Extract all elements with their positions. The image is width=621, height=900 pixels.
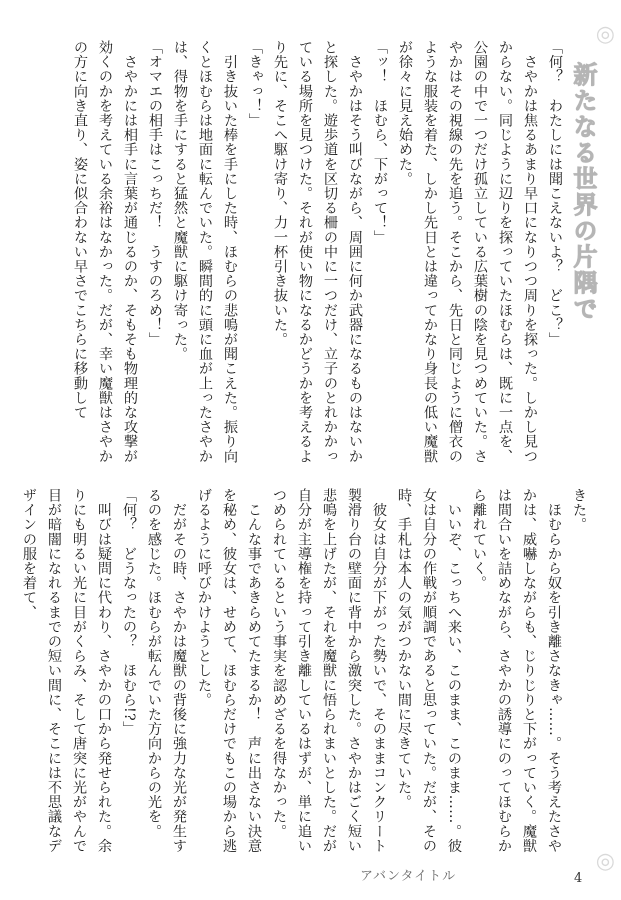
paragraph: 「オマエの相手はこっちだ！ うすのろめ！」	[147, 40, 163, 347]
paragraph: さやかはそう叫びながら、周囲に何か武器になるものはないかと探した。遊歩道を区切る柵の中に一つだけ、立子のとれかかっている場所を見つけた。それが使い物になるかどうかを考えるより先に、そこへ駆け寄り、力一杯引き抜いた。	[272, 40, 363, 464]
paragraph: いいぞ、こっちへ来い、このまま、このまま……。彼女は自分の作戦が順調であると思っていた。だが、その時、手札は本人の気がつかない間に尽きていた。	[396, 488, 462, 853]
paragraph: 「ッ！ ほむら、下がって！」	[372, 40, 388, 245]
paragraph: こんな事であきらめてたまるか！ 声に出さない決意を秘め、彼女は、せめて、ほむらだけでもこの場から逃げるように呼びかけようとした。	[196, 488, 262, 853]
paragraph: 叫びは疑問に代わり、さやかの口から発せられた。余りにも明るい光に目がくらみ、そして唐突に光がやんで目が暗闇になれるまでの短い間に、そこには不思議なデザインの服を着て、	[21, 488, 112, 853]
paragraph: 彼女は自分が下がった勢いで、そのままコンクリート製滑り台の壁面に背中から激突した。さやかはごく短い悲鳴を上げたが、それを魔獣に悟られまいとした。だが自分が主導権を持って引き離しているはずが、単に追いつめられているという事実を認めざるを得なかった。	[271, 488, 387, 853]
paragraph: 「何？ わたしには聞こえないよ？ どこ？」	[547, 40, 563, 347]
paragraph: きた。	[571, 488, 587, 532]
swirl-ornament-icon: ◎	[595, 849, 615, 874]
paragraph: さやかには相手に言葉が通じるのか、そもそも物理的な攻撃が効くのかを考えている余裕はなかった。だが、幸い魔獣はさやかの方に向き直り、姿に似合わない早さでこちらに移動して	[72, 40, 138, 464]
paragraph: 引き抜いた棒を手にした時、ほむらの悲鳴が聞こえた。振り向くとほむらは地面に転んでいた。瞬間的に頭に血が上ったさやかは、得物を手にすると猛然と魔獣に駆け寄った。	[172, 40, 238, 464]
paragraph: さやかは焦るあまり早口になりつつ周りを探った。しかし見つからない。同じように辺りを探っていたほむらは、既に一点を、公園の中で一つだけ孤立している広葉樹の陰を見つめていた。さやかはその視線の先を追う。そこから、先日と同じように僧衣のような服装を着た、しかし先日とは違ってかなり身長の低い魔獣が徐々に見え始めた。	[397, 40, 538, 464]
paragraph: ほむらから奴を引き離さなきゃ……。そう考えたさやかは、威嚇しながらも、じりじりと下がっていく。魔獣は間合いを詰めながら、さやかの誘導にのってほむらから離れていく。	[471, 488, 562, 853]
paragraph: 「きゃっ！」	[247, 40, 263, 128]
running-title: 新たなる世界の片隅で	[569, 62, 597, 322]
swirl-ornament-icon: ◎	[595, 22, 615, 47]
paragraph: だがその時、さやかは魔獣の背後に強力な光が発生するのを感じた。ほむらが転んでいた方向からの光を。	[146, 488, 187, 853]
text-block-top	[67, 40, 567, 472]
text-block-bottom	[16, 488, 591, 854]
footer-book-title: アバンタイトル	[360, 869, 457, 884]
paragraph: 「何？ どうなったの？ ほむら!?」	[121, 488, 137, 736]
page-number: 4	[574, 871, 583, 886]
